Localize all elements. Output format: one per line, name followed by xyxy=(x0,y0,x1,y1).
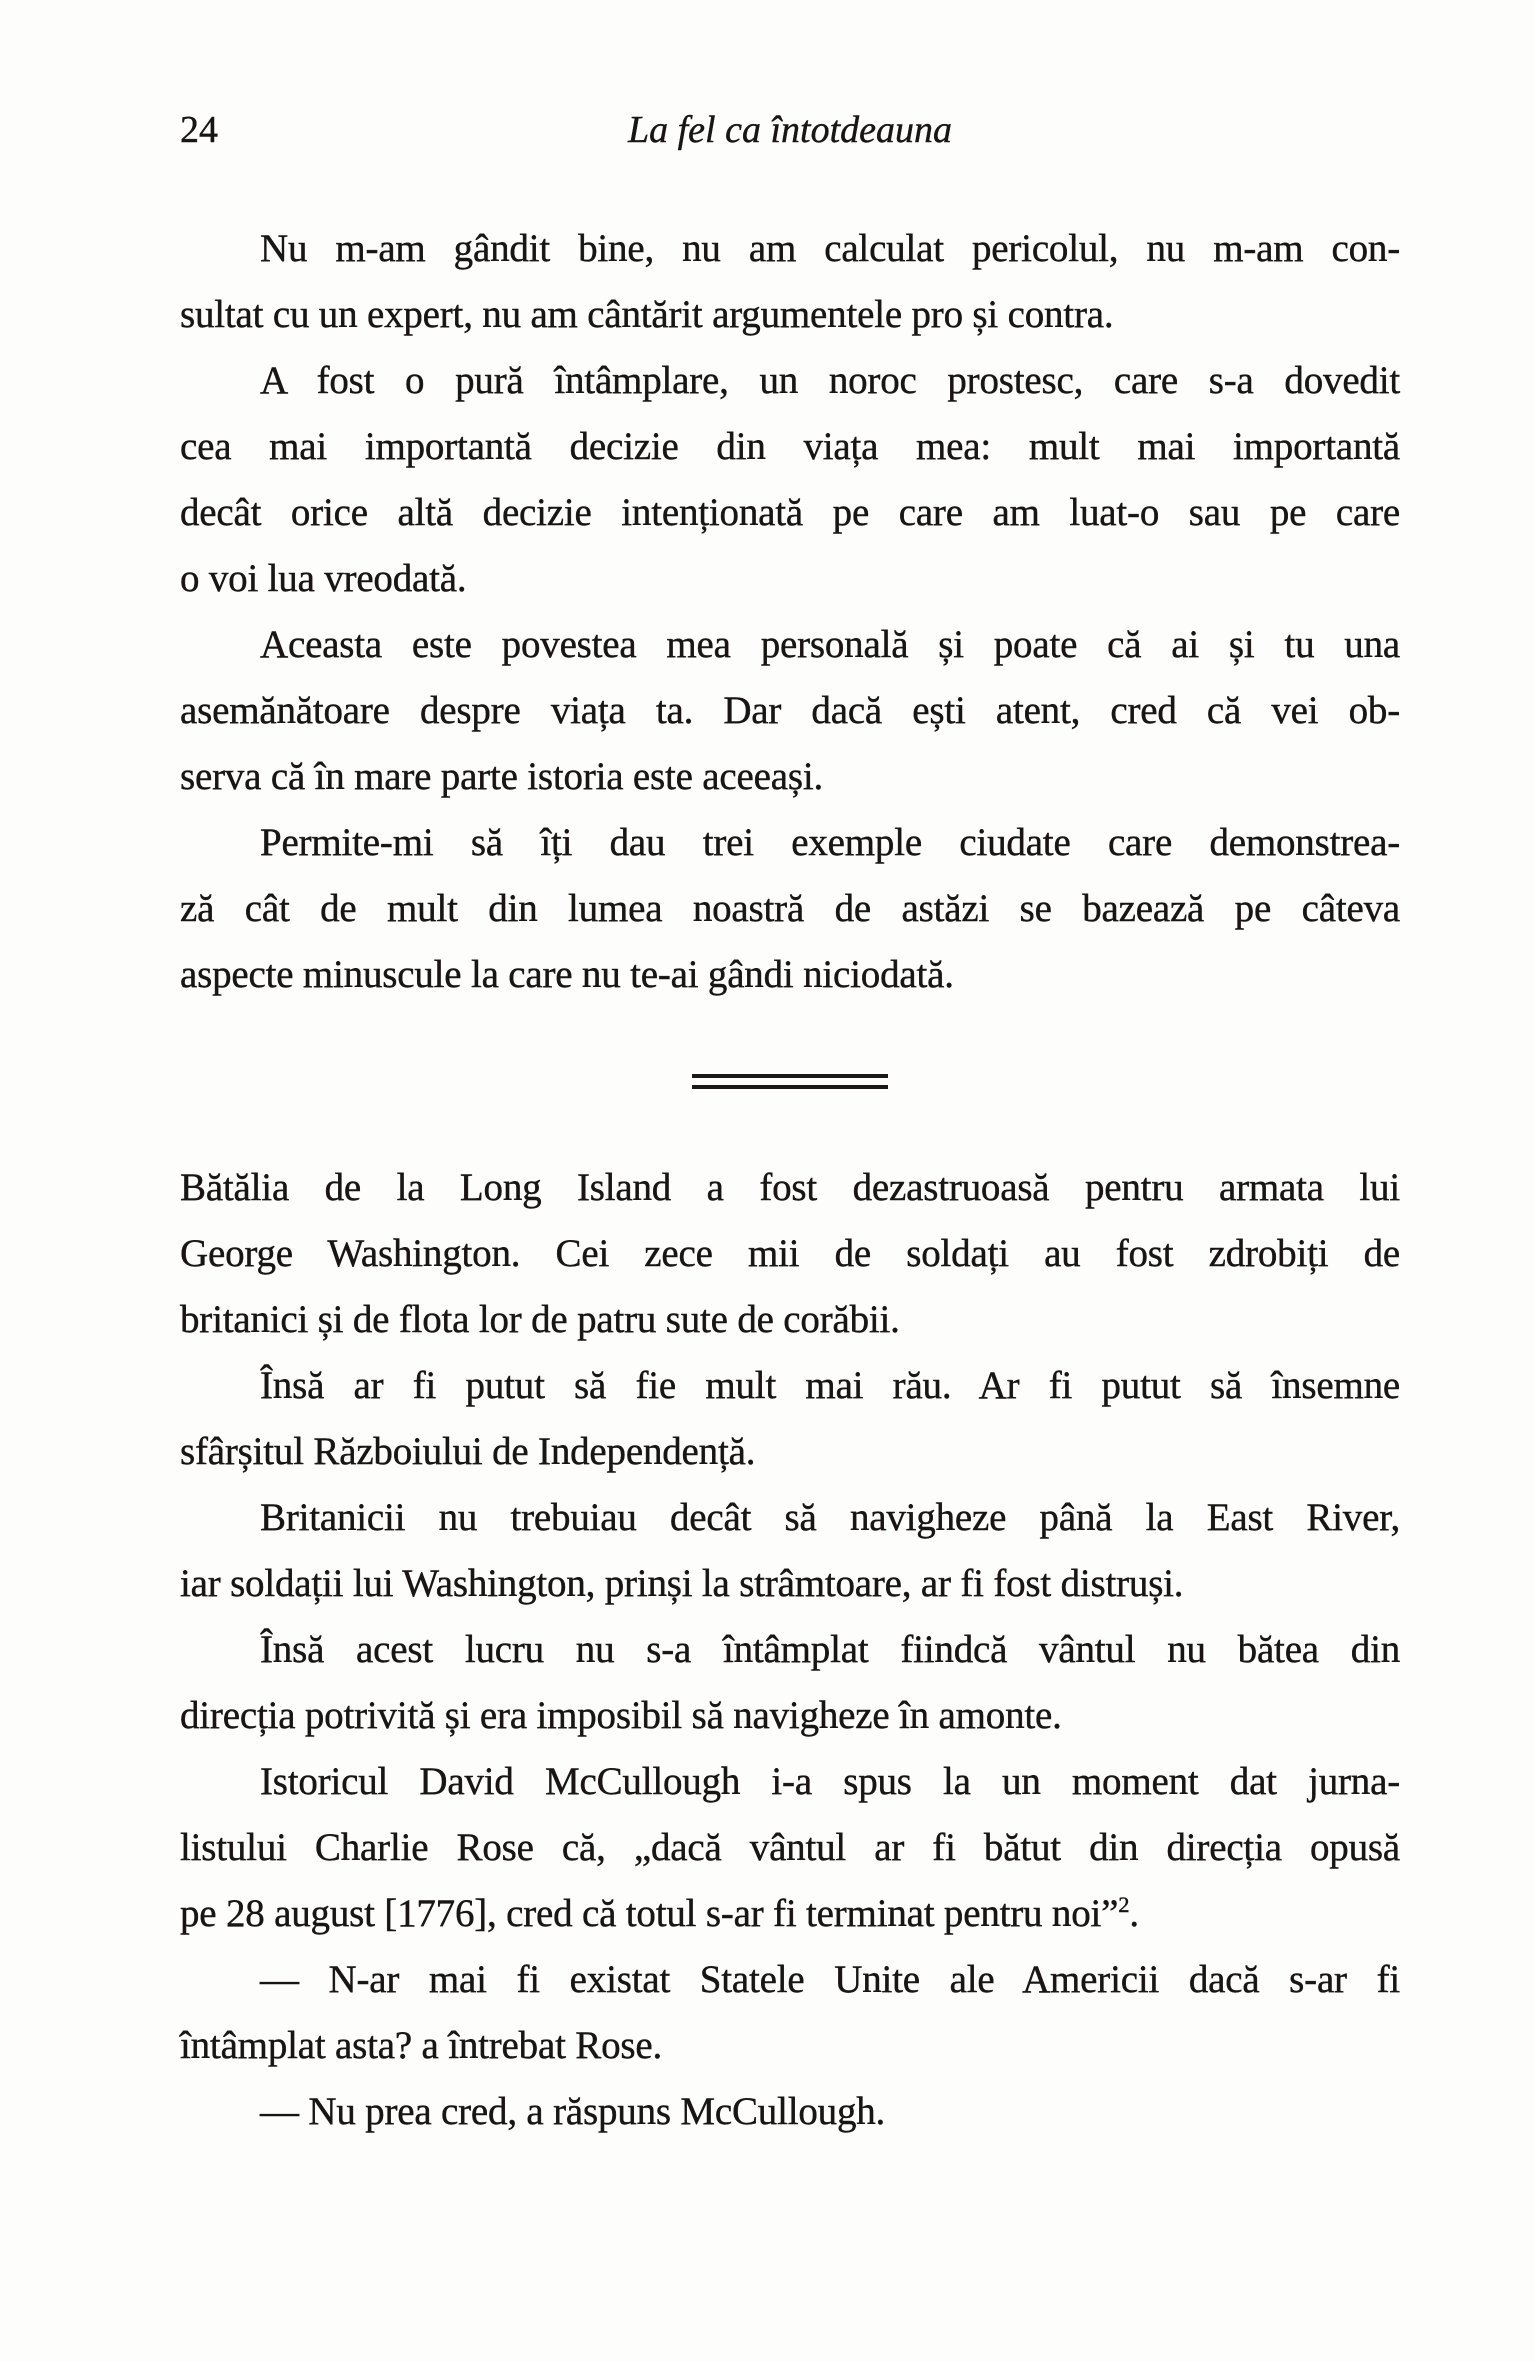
text-line: — N-ar mai fi existat Statele Unite ale Americii dacă s-ar fi xyxy=(260,1958,1400,2001)
paragraph xyxy=(180,1485,1400,1617)
text-line: o voi lua vreodată. xyxy=(180,557,467,600)
paragraph xyxy=(180,216,1400,348)
text-line: pe 28 august [1776], cred că totul s-ar fi terminat pentru noi”$^2$. xyxy=(180,1892,1139,1935)
text-line: cea mai importantă decizie din viața mea: mult mai importantă xyxy=(180,425,1400,468)
text-line: Însă ar fi putut să fie mult mai rău. Ar fi putut să însemne xyxy=(260,1364,1400,1407)
text-line: întâmplat asta? a întrebat Rose. xyxy=(180,2024,663,2067)
footnote-ref: 2 xyxy=(1118,1892,1130,1917)
paragraph xyxy=(180,810,1400,1008)
text-line: Britanicii nu trebuiau decât să navigheze până la East River, xyxy=(260,1496,1400,1539)
text-line: ză cât de mult din lumea noastră de astăzi se bazează pe câteva xyxy=(180,887,1400,930)
running-title: La fel ca întotdeauna xyxy=(627,109,953,151)
text-line: Istoricul David McCullough i-a spus la un moment dat jurna- xyxy=(260,1760,1400,1803)
text-line: sfârșitul Războiului de Independență. xyxy=(180,1430,756,1473)
text-line: serva că în mare parte istoria este aceeași. xyxy=(180,755,824,798)
paragraph xyxy=(180,1155,1400,1353)
text-line: direcția potrivită și era imposibil să navigheze în amonte. xyxy=(180,1694,1062,1737)
text-line: Bătălia de la Long Island a fost dezastruoasă pentru armata lui xyxy=(180,1166,1400,1209)
text-line: sultat cu un expert, nu am cântărit argumentele pro și contra. xyxy=(180,293,1114,336)
text-line: Permite-mi să îți dau trei exemple ciudate care demonstrea- xyxy=(260,821,1400,864)
page-number: 24 xyxy=(180,109,218,151)
text-line: Nu m-am gândit bine, nu am calculat pericolul, nu m-am con- xyxy=(260,227,1400,270)
paragraph xyxy=(180,1749,1400,1947)
paragraph xyxy=(180,1353,1400,1485)
text-line: britanici și de flota lor de patru sute de corăbii. xyxy=(180,1298,900,1341)
text-line: listului Charlie Rose că, „dacă vântul ar fi bătut din direcția opusă xyxy=(180,1826,1400,1869)
paragraph xyxy=(180,612,1400,810)
text-line: George Washington. Cei zece mii de soldați au fost zdrobiți de xyxy=(180,1232,1400,1275)
page-header xyxy=(180,106,1400,154)
page-body xyxy=(180,216,1400,2145)
paragraph xyxy=(180,1947,1400,2079)
text-line: Aceasta este povestea mea personală și poate că ai și tu una xyxy=(260,623,1400,666)
paragraph xyxy=(180,348,1400,612)
text-line: aspecte minuscule la care nu te-ai gândi niciodată. xyxy=(180,953,954,996)
text-line: A fost o pură întâmplare, un noroc prostesc, care s-a dovedit xyxy=(260,359,1400,402)
paragraph xyxy=(180,1617,1400,1749)
text-line: iar soldații lui Washington, prinși la strâmtoare, ar fi fost distruși. xyxy=(180,1562,1184,1605)
paragraph xyxy=(180,2079,1400,2145)
section-long-island-story xyxy=(180,1155,1400,2145)
text-line: Însă acest lucru nu s-a întâmplat fiindcă vântul nu bătea din xyxy=(260,1628,1400,1671)
section-intro xyxy=(180,216,1400,1008)
section-divider-double-rule xyxy=(692,1074,888,1089)
text-line: asemănătoare despre viața ta. Dar dacă ești atent, cred că vei ob- xyxy=(180,689,1400,732)
text-line: — Nu prea cred, a răspuns McCullough. xyxy=(260,2090,886,2133)
text-line: decât orice altă decizie intenționată pe care am luat-o sau pe care xyxy=(180,491,1400,534)
